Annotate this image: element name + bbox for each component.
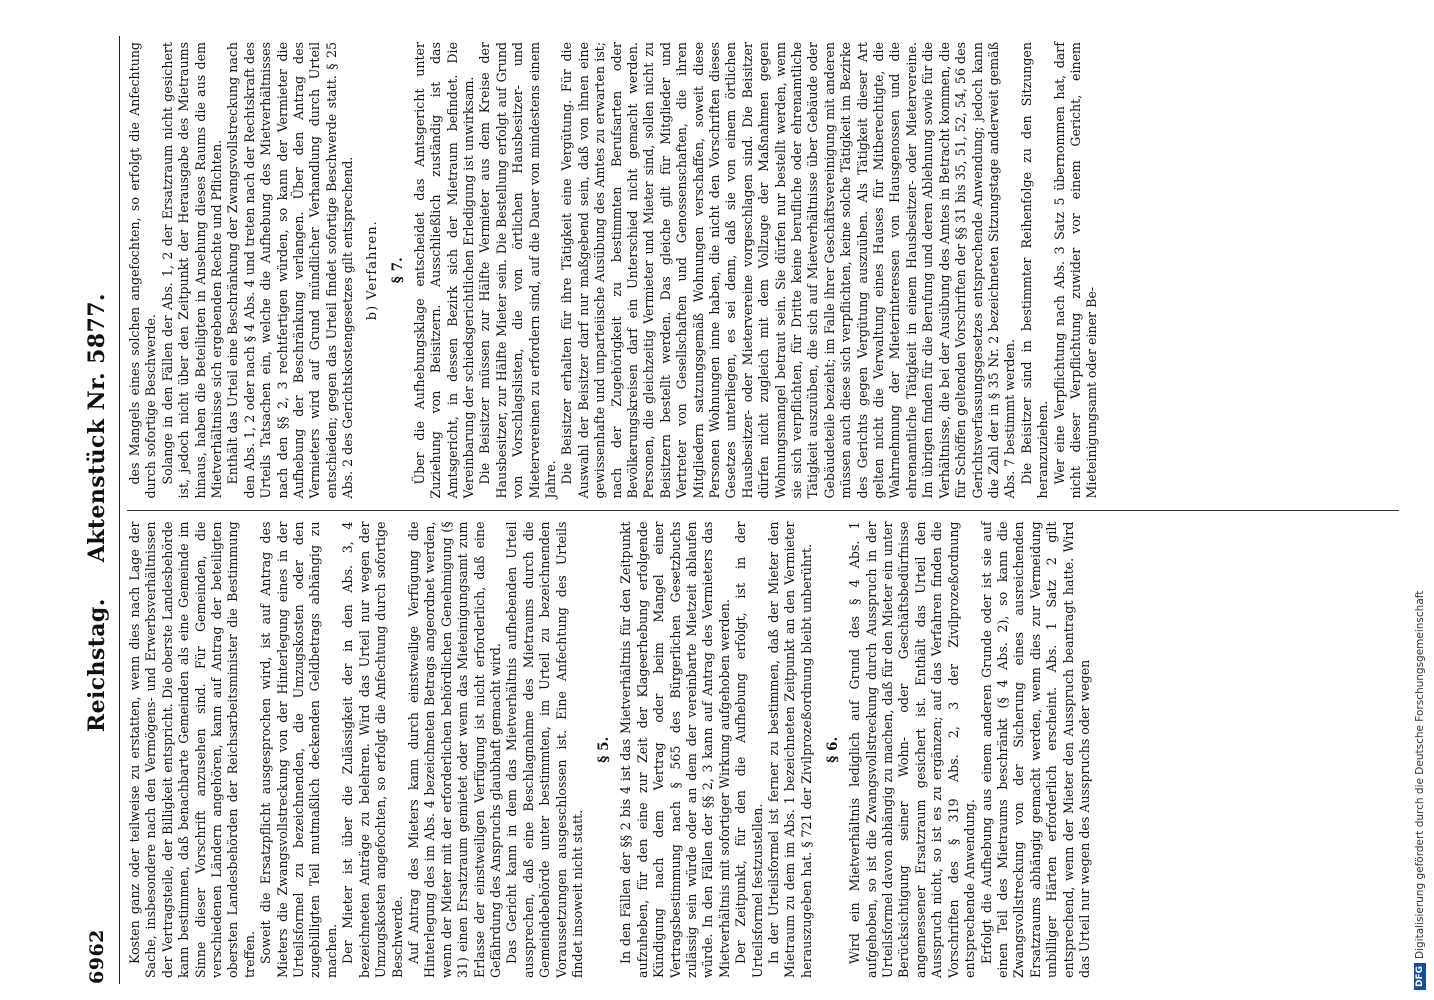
section-heading: § 6. [825, 736, 842, 763]
paragraph: Der Zeitpunkt, für den die Aufhebung erfolgt, ist in der Urteilsformel festzustellen. [733, 521, 765, 978]
paragraph: Die Beisitzer sind in bestimmter Reihenfolge zu den Sitzungen heranzuziehen. [1018, 42, 1051, 499]
digitization-credit [1411, 0, 1429, 990]
page-header [75, 36, 120, 984]
paragraph: Der Mieter ist über die Zulässigkeit der in den Abs. 3, 4 bezeichneten Anträge zu belehren. Wird das Urteil nur wegen der Umzugskosten angefochten, so erfolgt die Anfechtung durch sofortige Beschwerde. [340, 521, 405, 978]
text-columns [127, 36, 1399, 984]
left-column [127, 511, 1399, 985]
section-heading: § 7. [389, 257, 406, 284]
paragraph: Enthält das Urteil eine Beschränkung der Zwangsvollstreckung nach den Abs. 1, 2 oder nach § 4 Abs. 4 und treten nach der Rechtskraft des Urteils Tatsachen ein, welche die Aufhebung des Mietverhältnisses nach den §§ 2, 3 rechtfertigen würden, so kann der Vermieter die Aufhebung der Beschränkung verlangen. Über den Antrag des Vermieters wird auf Grund mündlicher Verhandlung durch Urteil entschieden; gegen das Urteil findet sofortige Beschwerde statt. § 25 Abs. 2 des Gerichtskostengesetzes gilt entsprechend. [225, 42, 356, 499]
header-document-number: Aktenstück Nr. 5877. [84, 293, 110, 563]
rotated-page [75, 30, 1405, 990]
header-reichstag: Reichstag. [84, 598, 110, 733]
header-title [84, 293, 110, 732]
paragraph: des Mangels eines solchen angefochten, so erfolgt die Anfechtung durch sofortige Beschwerde. [127, 42, 159, 499]
paragraph: Wird ein Mietverhältnis lediglich auf Grund des § 4 Abs. 1 aufgehoben, so ist die Zwangsvollstreckung durch Ausspruch in der Urteilsformel davon abhängig zu machen, daß für den Mieter ein unter Berücksichtigung seiner Wohn- oder Geschäftsbedürfnisse angemessener Ersatzraum gesichert ist. Enthält das Urteil den Ausspruch nicht, so ist es zu ergänzen; auf das Verfahren finden die Vorschriften des § 319 Abs. 2, 3 der Zivilprozeßordnung entsprechende Anwendung. [847, 521, 978, 978]
dfg-badge: DFG [1414, 963, 1426, 990]
right-column [127, 36, 1399, 511]
page-number: 6962 [86, 929, 108, 984]
paragraph: In den Fällen der §§ 2 bis 4 ist das Mietverhältnis für den Zeitpunkt aufzuheben, für den eine zur Zeit der Klageerhebung erfolgende Kündigung nach dem Vertrag oder beim Mangel einer Vertragsbestimmung nach § 565 des Bürgerlichen Gesetzbuchs zulässig sein würde oder an dem der vereinbarte Mietzeit ablaufen würde. In den Fällen der §§ 2, 3 kann auf Antrag des Vermieters das Mietverhältnis mit sofortiger Wirkung aufgehoben werden. [618, 521, 732, 978]
paragraph: Wer eine Verpflichtung nach Abs. 3 Satz 5 übernommen hat, darf nicht dieser Verpflichtung zuwider vor einem Gericht, einem Mieteinigungsamt oder einer Be- [1051, 42, 1100, 499]
paragraph: Das Gericht kann in dem das Mietverhältnis aufhebenden Urteil aussprechen, daß eine Beschlagnahme des Mietraums durch die Gemeindebehörde unter bestimmten, im Urteil zu bezeichnenden Voraussetzungen ausgeschlossen ist. Eine Anfechtung des Urteils findet insoweit nicht statt. [504, 521, 585, 978]
paragraph: In der Urteilsformel ist ferner zu bestimmen, daß der Mieter den Mietraum zu dem im Abs. 1 bezeichneten Zeitpunkt an den Vermieter herauszugeben hat. § 721 der Zivilprozeßordnung bleibt unberührt. [766, 521, 814, 978]
credit-text: Digitalisierung gefördert durch die Deutsche Forschungsgemeinschaft [1414, 590, 1426, 959]
paragraph: Auf Antrag des Mieters kann durch einstweilige Verfügung die Hinterlegung des im Abs. 4 bezeichneten Betrags angeordnet werden, wenn der Mieter mit der erforderlichen behördlichen Genehmigung (§ 31) einen Ersatzraum gemietet oder wenn das Mieteinigungsamt zum Erlasse der einstweiligen Verfügung ist nicht erforderlich, daß eine Gefährdung des Anspruchs glaubhaft gemacht wird. [405, 521, 503, 978]
subsection-heading: b) Verfahren. [364, 220, 380, 321]
paragraph: Solange in den Fällen der Abs. 1, 2 der Ersatzraum nicht gesichert ist, jedoch nicht über den Zeitpunkt der Herausgabe des Mietraums hinaus, haben die Beteiligten in Ansehung dieses Raums die aus dem Mietverhältnisse sich ergebenden Rechte und Pflichten. [159, 42, 225, 499]
paragraph: Die Beisitzer erhalten für ihre Tätigkeit eine Vergütung. Für die Auswahl der Beisitzer darf nur maßgebend sein, daß von ihnen eine gewissenhafte und unparteiische Ausübung des Amtes zu erwarten ist; nach der Zugehörigkeit zu bestimmten Berufsarten oder Bevölkerungskreisen darf ein Unterschied nicht gemacht werden. Personen, die gleichzeitig Vermieter und Mieter sind, sollen nicht zu Beisitzern bestellt werden. Das gleiche gilt für Mitglieder und Vertreter von Gesellschaften und Genossenschaften, die ihren Mitgliedern satzungsgemäß Wohnungen verschaffen, soweit diese Personen Wohnungen inne haben, die nicht den Vorschriften dieses Gesetzes unterliegen, es sei denn, daß sie von einem örtlichen Hausbesitzer- oder Mietervereine vorgeschlagen sind. Die Beisitzer dürfen nicht zugleich mit dem Vollzuge der Maßnahmen gegen Wohnungsmangel betraut sein. Sie dürfen nur bestellt werden, wenn sie sich verpflichten, für Dritte keine berufliche oder ehrenamtliche Tätigkeit auszuüben, die sich auf Mietverhältnisse über Gebäude oder Gebäudeteile bezieht; im Falle ihrer Geschäftsvereinigung mit anderen müssen auch diese sich verpflichten, keine solche Tätigkeit im Bezirke des Gerichts gegen Vergütung auszuüben. Als Tätigkeit dieser Art gelten nicht die Verwaltung eines Hauses für Mitberechtigte, die Wahrnehmung der Mieterinteressen von Hausgenossen und die ehrenamtliche Tätigkeit in einem Hausbesitzer- oder Mietervereine. Im übrigen finden für die Berufung und deren Ablehnung sowie für die Verhältnisse, die bei der Ausübung des Amtes in Betracht kommen, die für Schöffen geltenden Vorschriften der §§ 31 bis 35, 51, 52, 54, 56 des Gerichtsverfassungsgesetzes entsprechende Anwendung; jedoch kann die Zahl der in § 35 Nr. 2 bezeichneten Sitzungstage anderweit gemäß Abs. 7 bestimmt werden. [559, 42, 1018, 499]
paragraph: Kosten ganz oder teilweise zu erstatten, wenn dies nach Lage der Sache, insbesondere nach den Vermögens- und Erwerbsverhältnissen der Vertragsteile, der Billigkeit entspricht. Die oberste Landesbehörde kann bestimmen, daß benachbarte Gemeinden als eine Gemeinde im Sinne dieser Vorschrift anzusehen sind. Für Gemeinden, die verschiedenen Ländern angehören, kann auf Antrag der beteiligten obersten Landesbehörden der Reichsarbeitsminister die Bestimmung treffen. [127, 521, 257, 978]
paragraph: Erfolgt die Aufhebung aus einem anderen Grunde oder ist sie auf einen Teil des Mietraums beschränkt (§ 4 Abs. 2), so kann die Zwangsvollstreckung von der Sicherung eines ausreichenden Ersatzraums abhängig gemacht werden, wenn dies zur Vermeidung unbilliger Härten erforderlich erscheint. Abs. 1 Satz 2 gilt entsprechend, wenn der Mieter den Ausspruch beantragt hatte. Wird das Urteil nur wegen des Ausspruchs oder wegen [978, 521, 1092, 978]
paragraph: Die Beisitzer müssen zur Hälfte Vermieter aus dem Kreise der Hausbesitzer, zur Hälfte Mieter sein. Die Bestellung erfolgt auf Grund von Vorschlagslisten, die von örtlichen Hausbesitzer- und Mietervereinen zu erfordern sind, auf die Dauer von mindestens einem Jahre. [477, 42, 558, 499]
paragraph: Soweit die Ersatzpflicht ausgesprochen wird, ist auf Antrag des Mieters die Zwangsvollstreckung von der Hinterlegung eines in der Urteilsformel zu bezeichnenden, die Umzugskosten oder den zugebilligten Teil mutmaßlich deckenden Geldbetrags abhängig zu machen. [258, 521, 339, 978]
section-heading: § 5. [596, 736, 613, 763]
paragraph: Über die Aufhebungsklage entscheidet das Amtsgericht unter Zuziehung von Beisitzern. Ausschließlich zuständig ist das Amtsgericht, in dessen Bezirk sich der Mietraum befindet. Die Vereinbarung der schiedsgerichtlichen Erledigung ist unwirksam. [411, 42, 476, 499]
